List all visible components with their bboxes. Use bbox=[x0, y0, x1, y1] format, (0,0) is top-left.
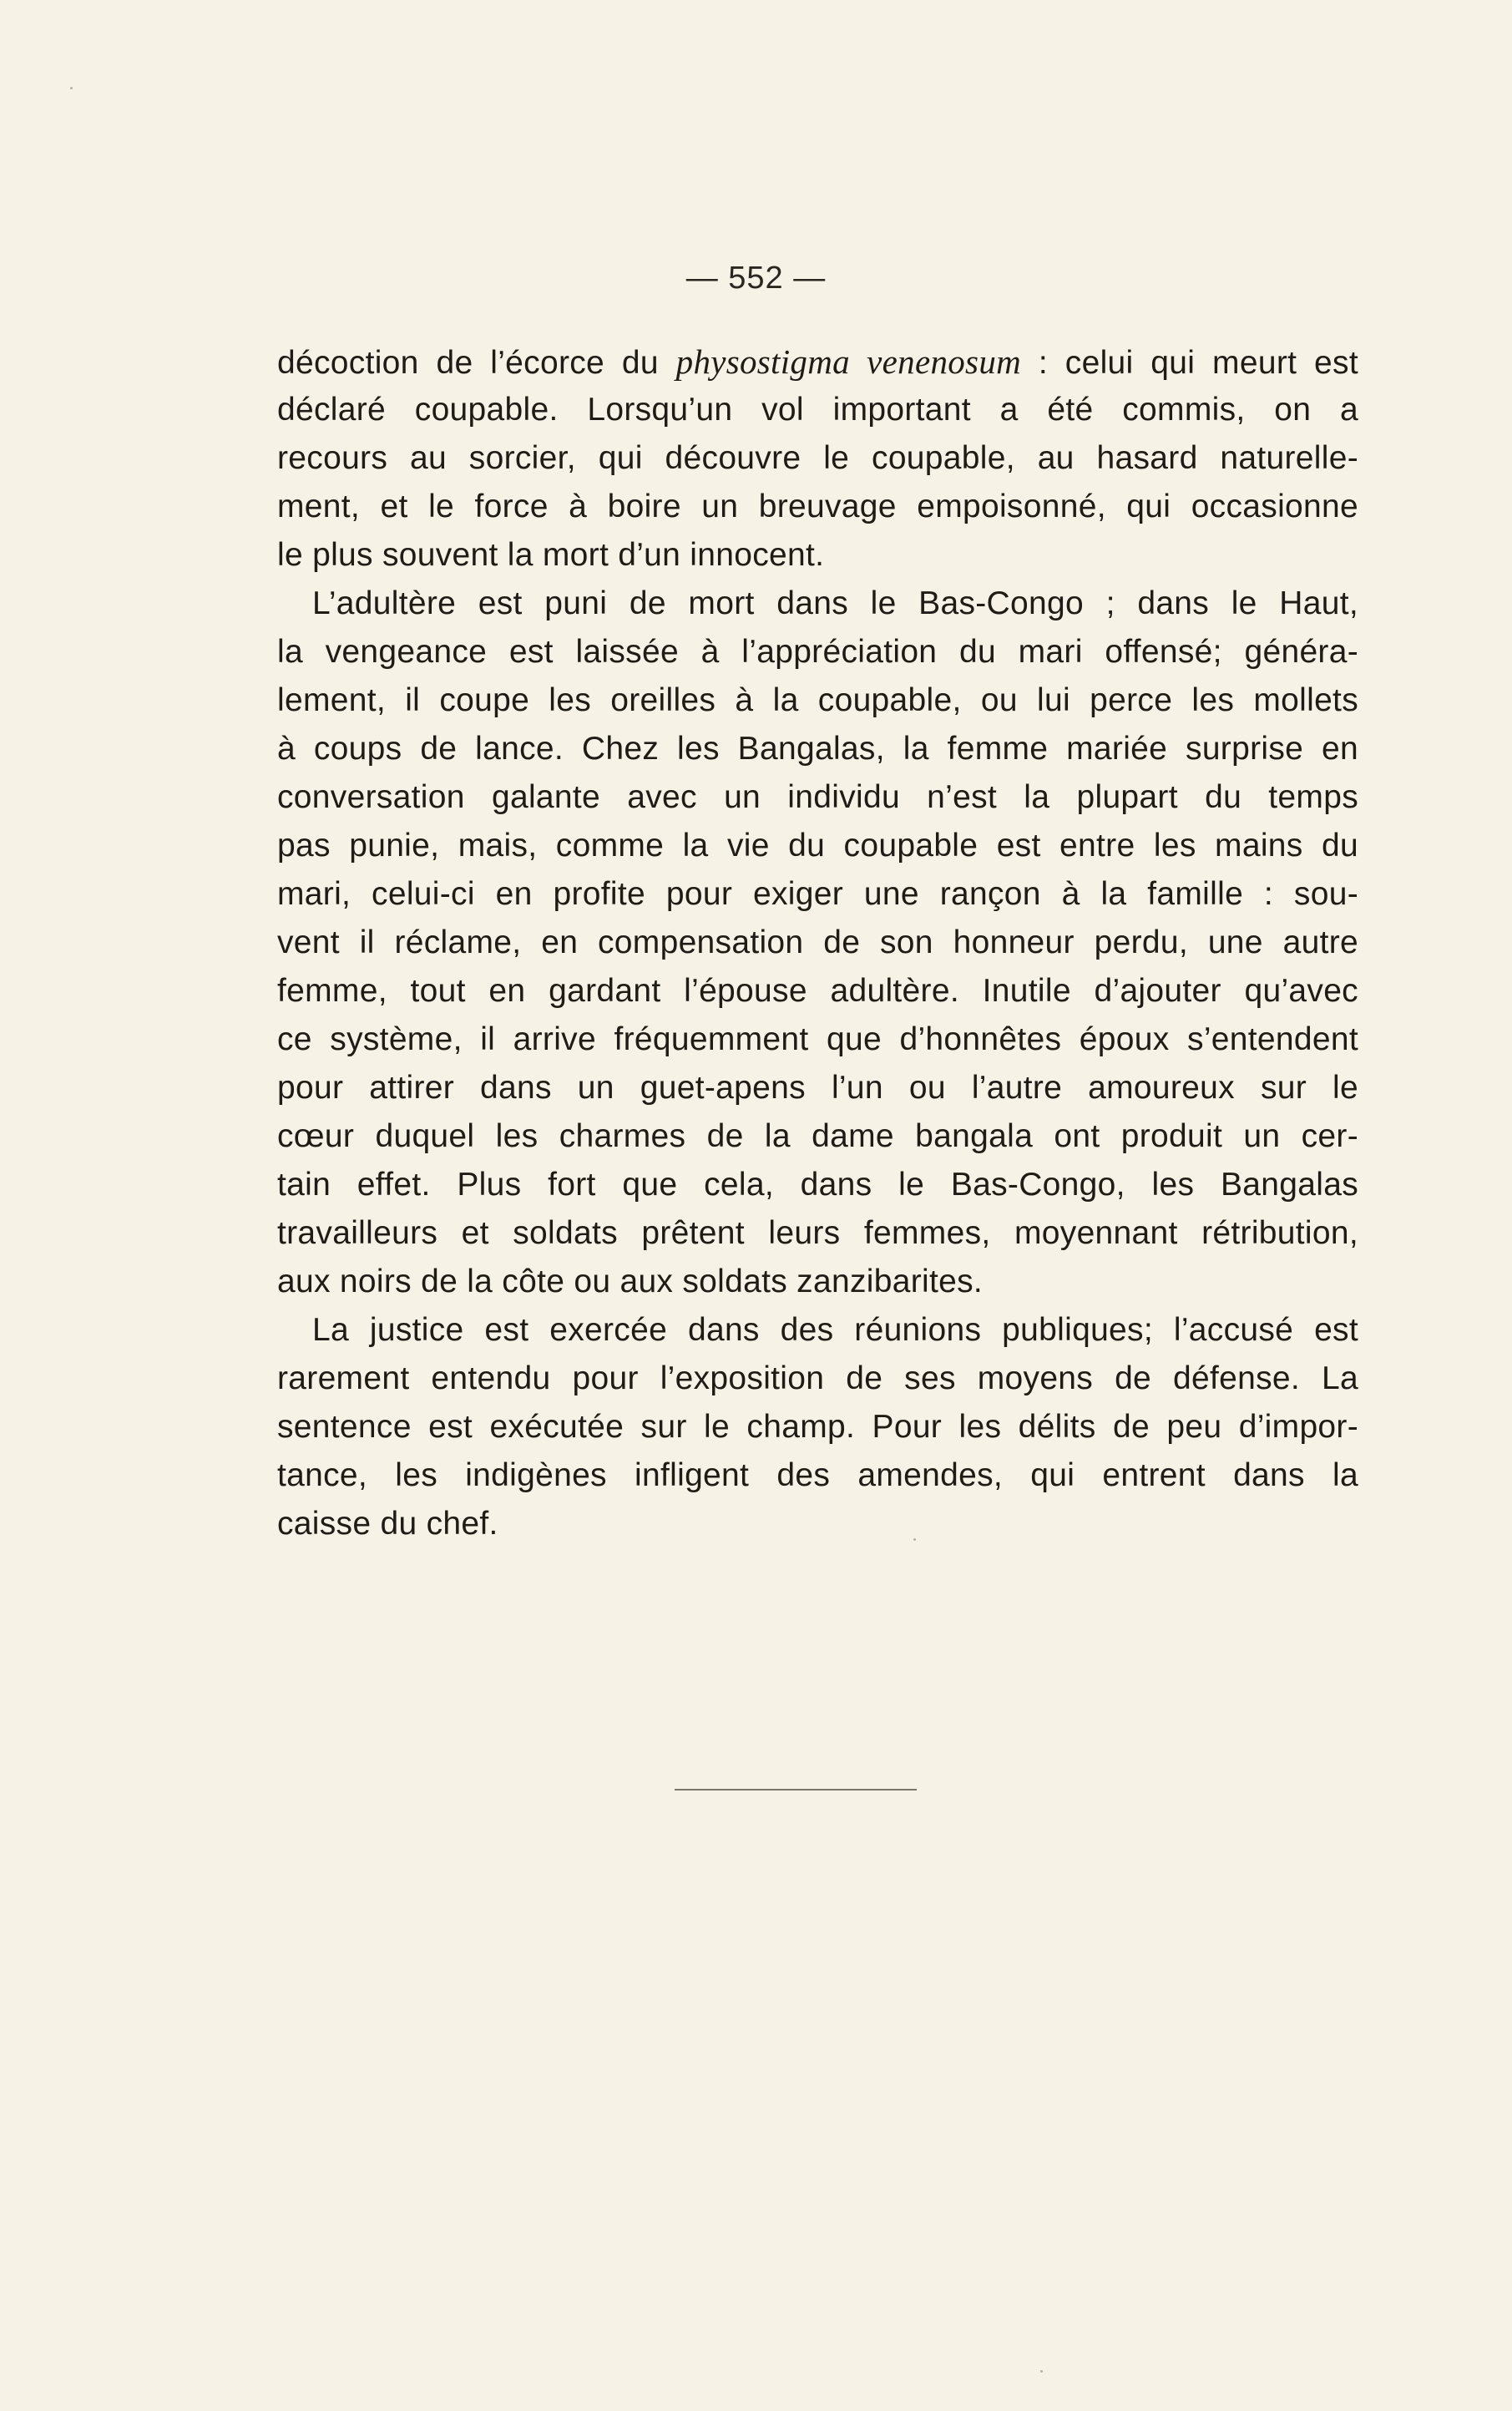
page-number: — 552 — bbox=[685, 261, 827, 296]
paragraph bbox=[277, 337, 1358, 580]
text-line bbox=[277, 1306, 1358, 1355]
text-segment: sentence est exécutée sur le champ. Pour les délits de peu d’impor- bbox=[277, 1409, 1358, 1445]
text-segment: tance, les indigènes infligent des amendes, qui entrent dans la bbox=[277, 1457, 1358, 1493]
text-segment: caisse du chef. bbox=[277, 1506, 498, 1542]
text-segment: cœur duquel les charmes de la dame bangala ont produit un cer- bbox=[277, 1118, 1358, 1154]
body-text bbox=[277, 337, 1358, 1548]
text-segment: la vengeance est laissée à l’appréciation du mari offensé; généra- bbox=[277, 634, 1358, 670]
text-line bbox=[277, 919, 1358, 967]
text-segment: mari, celui-ci en profite pour exiger une rançon à la famille : sou- bbox=[277, 876, 1358, 912]
text-line bbox=[277, 628, 1358, 676]
text-line bbox=[277, 483, 1358, 531]
text-segment: ment, et le force à boire un breuvage empoisonné, qui occasionne bbox=[277, 489, 1358, 524]
paragraph bbox=[277, 580, 1358, 1306]
text-line bbox=[277, 531, 1358, 580]
text-line bbox=[277, 1355, 1358, 1403]
text-line bbox=[277, 676, 1358, 725]
text-segment: pas punie, mais, comme la vie du coupable est entre les mains du bbox=[277, 828, 1358, 864]
text-line bbox=[277, 773, 1358, 822]
text-segment: conversation galante avec un individu n’est la plupart du temps bbox=[277, 779, 1358, 815]
text-segment: lement, il coupe les oreilles à la coupable, ou lui perce les mollets bbox=[277, 682, 1358, 718]
text-segment: femme, tout en gardant l’épouse adultère. Inutile d’ajouter qu’avec bbox=[277, 973, 1358, 1009]
text-line bbox=[277, 822, 1358, 870]
text-line bbox=[277, 1500, 1358, 1548]
text-line bbox=[277, 337, 1358, 386]
text-line bbox=[277, 1064, 1358, 1112]
text-segment: vent il réclame, en compensation de son honneur perdu, une autre bbox=[277, 924, 1358, 960]
text-line bbox=[277, 1403, 1358, 1451]
text-segment: le plus souvent la mort d’un innocent. bbox=[277, 537, 825, 573]
text-segment: rarement entendu pour l’exposition de ses moyens de défense. La bbox=[277, 1360, 1358, 1396]
text-line bbox=[277, 1451, 1358, 1500]
text-segment: aux noirs de la côte ou aux soldats zanzibarites. bbox=[277, 1264, 984, 1299]
paper-speck bbox=[70, 87, 73, 89]
text-line bbox=[277, 1258, 1358, 1306]
text-segment: L’adultère est puni de mort dans le Bas-Congo ; dans le Haut, bbox=[312, 585, 1358, 621]
text-line bbox=[277, 1016, 1358, 1064]
text-line bbox=[277, 1209, 1358, 1258]
text-line bbox=[277, 580, 1358, 628]
text-line bbox=[277, 725, 1358, 773]
text-segment: travailleurs et soldats prêtent leurs femmes, moyennant rétribution, bbox=[277, 1215, 1358, 1251]
text-line bbox=[277, 967, 1358, 1016]
paper-speck bbox=[1040, 2370, 1043, 2373]
text-line bbox=[277, 1112, 1358, 1161]
text-segment: ce système, il arrive fréquemment que d’honnêtes époux s’entendent bbox=[277, 1021, 1358, 1057]
text-segment: recours au sorcier, qui découvre le coupable, au hasard naturelle- bbox=[277, 440, 1358, 476]
text-line bbox=[277, 1161, 1358, 1209]
paper-speck bbox=[913, 1538, 916, 1541]
italic-term: physostigma venenosum bbox=[675, 342, 1022, 381]
text-segment: La justice est exercée dans des réunions publiques; l’accusé est bbox=[312, 1312, 1358, 1348]
text-segment: pour attirer dans un guet-apens l’un ou l’autre amoureux sur le bbox=[277, 1070, 1358, 1106]
text-line bbox=[277, 870, 1358, 919]
text-segment: décoction de l’écorce du bbox=[277, 345, 676, 381]
footer-rule bbox=[675, 1789, 917, 1791]
text-segment: tain effet. Plus fort que cela, dans le Bas-Congo, les Bangalas bbox=[277, 1167, 1358, 1203]
text-line bbox=[277, 434, 1358, 483]
text-segment: à coups de lance. Chez les Bangalas, la femme mariée surprise en bbox=[277, 731, 1358, 767]
text-segment: : celui qui meurt est bbox=[1021, 345, 1358, 381]
text-line bbox=[277, 386, 1358, 434]
text-segment: déclaré coupable. Lorsqu’un vol important a été commis, on a bbox=[277, 392, 1358, 428]
paragraph bbox=[277, 1306, 1358, 1548]
